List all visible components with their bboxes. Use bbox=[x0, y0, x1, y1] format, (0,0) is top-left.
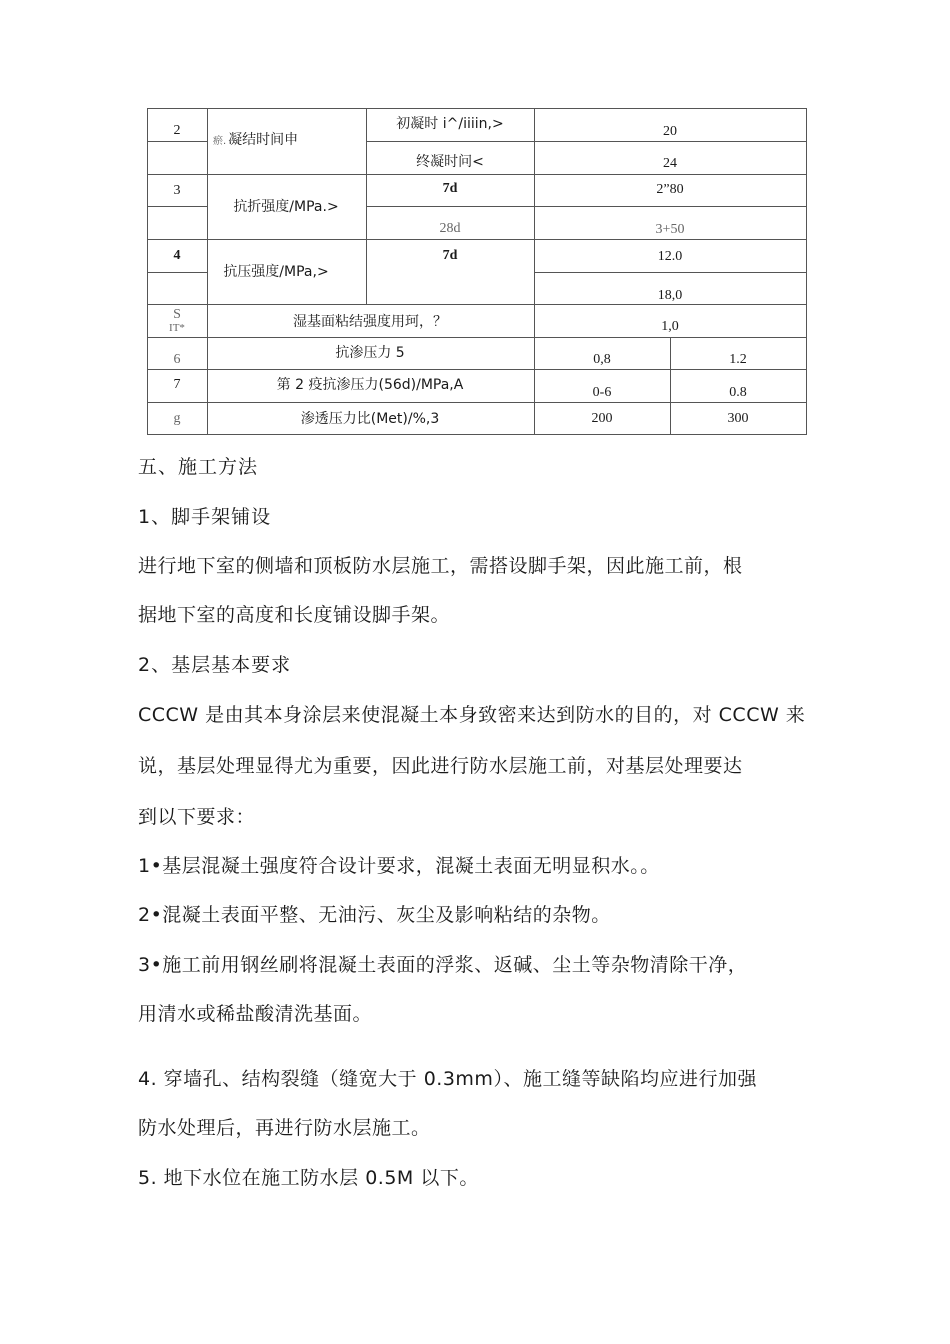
row-number: 2 bbox=[173, 123, 181, 138]
row-number: 7 bbox=[173, 377, 181, 392]
row-sub-label: 初凝时 i^/iiiin,> bbox=[396, 116, 504, 132]
row-item: 渗透压力比(Met)/%,3 bbox=[300, 411, 440, 427]
row-number: S bbox=[173, 307, 181, 322]
row-value: 1,0 bbox=[661, 319, 679, 334]
row-number: g bbox=[173, 411, 181, 426]
paragraph-line: 到以下要求： bbox=[138, 806, 256, 828]
row-number: 6 bbox=[173, 352, 181, 367]
row-value-a: 0,8 bbox=[593, 352, 611, 367]
list-item: 1•基层混凝土强度符合设计要求，混凝土表面无明显积水。。 bbox=[138, 855, 660, 877]
row-value: 24 bbox=[663, 156, 677, 171]
performance-table bbox=[0, 0, 950, 440]
list-item-continuation: 用清水或稀盐酸清洗基面。 bbox=[138, 1003, 373, 1025]
row-sub-label: 终凝时问< bbox=[416, 154, 484, 170]
row-value: 2”80 bbox=[656, 182, 684, 197]
row-value-a: 200 bbox=[591, 411, 613, 426]
subsection-heading: 2、基层基本要求 bbox=[138, 654, 292, 676]
row-value-b: 1.2 bbox=[729, 352, 747, 367]
paragraph-line: 进行地下室的侧墙和顶板防水层施工，需搭设脚手架，因此施工前，根 bbox=[138, 555, 743, 577]
row-item: 湿基面粘结强度用珂，？ bbox=[293, 314, 447, 330]
row-value: 20 bbox=[663, 124, 677, 139]
row-sub-label: 28d bbox=[439, 221, 461, 236]
row-item: 抗压强度/MPa,> bbox=[223, 264, 329, 280]
row-item-text: 凝结时间申 bbox=[228, 132, 299, 148]
row-item-prefix: 瘀. bbox=[213, 136, 227, 147]
row-number-sub: IT* bbox=[169, 322, 185, 334]
row-item: 第 2 疫抗渗压力(56d)/MPa,A bbox=[276, 377, 464, 393]
paragraph-line: 说，基层处理显得尤为重要，因此进行防水层施工前，对基层处理要达 bbox=[138, 755, 743, 777]
row-value-b: 0.8 bbox=[729, 385, 747, 400]
row-item: 抗折强度/MPa.> bbox=[233, 199, 339, 215]
subsection-heading: 1、脚手架铺设 bbox=[138, 506, 272, 528]
row-value: 3+50 bbox=[655, 222, 685, 237]
row-sub-label: 7d bbox=[442, 248, 458, 263]
list-item: 5. 地下水位在施工防水层 0.5M 以下。 bbox=[138, 1167, 479, 1189]
paragraph-line: CCCW 是由其本身涂层来使混凝土本身致密来达到防水的目的，对 CCCW 来 bbox=[138, 704, 806, 726]
list-item: 4. 穿墙孔、结构裂缝（缝宽大于 0.3mm）、施工缝等缺陷均应进行加强 bbox=[138, 1068, 757, 1090]
paragraph-line: 据地下室的高度和长度铺设脚手架。 bbox=[138, 604, 451, 626]
section-heading: 五、施工方法 bbox=[138, 456, 259, 478]
row-value: 18,0 bbox=[657, 288, 683, 303]
list-item: 3•施工前用钢丝刷将混凝土表面的浮浆、返碱、尘土等杂物清除干净， bbox=[138, 954, 748, 976]
row-item bbox=[213, 133, 298, 147]
list-item: 2•混凝土表面平整、无油污、灰尘及影响粘结的杂物。 bbox=[138, 904, 611, 926]
row-value-b: 300 bbox=[727, 411, 749, 426]
row-value: 12.0 bbox=[657, 249, 683, 264]
row-sub-label: 7d bbox=[442, 181, 458, 196]
row-number: 4 bbox=[173, 248, 181, 263]
row-number: 3 bbox=[173, 183, 181, 198]
row-item: 抗渗压力 5 bbox=[335, 345, 405, 361]
list-item-continuation: 防水处理后，再进行防水层施工。 bbox=[138, 1117, 431, 1139]
row-value-a: 0-6 bbox=[592, 385, 612, 400]
